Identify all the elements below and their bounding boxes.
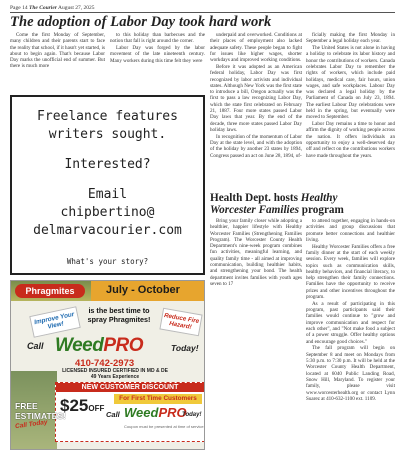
amount-value: $25 xyxy=(60,396,89,415)
reduce-fire-badge: Reduce Fire Hazard! xyxy=(159,308,202,337)
article-column-4 xyxy=(306,32,395,192)
ad-banner xyxy=(11,281,205,301)
first-time-banner: For First Time Customers xyxy=(114,394,202,404)
license-line: LICENSED INSURED CERTIFIED IN MD & DE xyxy=(62,368,168,374)
ad-line: Freelance features xyxy=(37,109,178,124)
health-article-headline xyxy=(210,193,395,216)
ad-line: Interested? xyxy=(64,157,151,172)
paper-name: The Courier xyxy=(28,5,57,11)
issue-date: August 27, 2025 xyxy=(58,5,95,11)
weedpro-logo-small xyxy=(124,405,187,420)
discount-coupon xyxy=(55,382,205,442)
ad-months: July - October xyxy=(106,284,180,296)
headline-part: Health Dept. hosts xyxy=(210,192,298,204)
coupon-fine-print: Coupon must be presented at time of service xyxy=(124,424,204,429)
logo-part: Weed xyxy=(124,405,159,420)
paragraph: Labor Day remains a time to honor and affirm the dignity of working people across the nation. It offers individuals an opportunity to enjoy a well-deserved day off and reflect on the contributions workers have made throughout the years. xyxy=(306,121,395,159)
coupon-header: NEW CUSTOMER DISCOUNT xyxy=(56,383,204,392)
headline-part: program xyxy=(301,203,344,216)
paragraph: to this holiday than barbecues and the notion that fall is right around the corner. xyxy=(110,32,205,45)
page-number: Page 14 xyxy=(10,5,28,11)
phragmites-ad xyxy=(10,280,205,450)
headline-part: Healthy xyxy=(300,192,338,204)
today-text: Today! xyxy=(182,412,202,418)
freelance-writers-ad xyxy=(10,95,205,275)
article-headline: The adoption of Labor Day took hard work xyxy=(10,14,272,30)
page-header xyxy=(10,5,395,11)
ad-line: Email xyxy=(87,187,128,202)
improve-view-badge: Improve Your View! xyxy=(29,306,81,337)
coupon-amount xyxy=(60,396,104,416)
weedpro-logo xyxy=(55,335,143,357)
paragraph: Bring your family closer while adopting a healthier, happier lifestyle with Healthy Worcester Families (Strengthening Families Program). The Worcester County Health Department's nine-week program combines fun activities, meaningful learning, and quality family time - all aimed at improving communication, building healthier habits, and strengthening your bond. The health department invites families with youth ages seven to 17 xyxy=(210,218,302,287)
header-rule xyxy=(10,12,395,13)
today-text: Today! xyxy=(171,343,199,353)
free-estimates: FREE ESTIMATES! xyxy=(15,401,66,421)
health-column-2 xyxy=(306,218,395,450)
paragraph: As a result of participating in this program, past participants said their families would continue to "grow and improve communication and respect for each other", and "Not make food a subject of a power struggle. Offer healthy options and encourage good choices." xyxy=(306,300,395,345)
logo-part: PRO xyxy=(158,405,187,420)
ad-line: writers sought. xyxy=(48,127,167,142)
ad-brand: Phragmites xyxy=(15,284,85,298)
amount-off: OFF xyxy=(88,404,105,413)
headline-part: Worcester Families xyxy=(210,203,299,216)
phone-number[interactable]: 410-742-2973 xyxy=(75,358,135,369)
paragraph: The fall program will begin on September 8 and meet on Mondays from 5:30 p.m. to 7:30 p.m. It will be held at the Worcester County Health Department, located at 6040 Public Landing Road, Snow Hill, Maryland. To register your family, please visit www.worcesterhealth.org or contact Lynn Suarez at 410-632-1100 ext. 1109. xyxy=(306,345,395,402)
article-column-3 xyxy=(210,32,302,192)
logo-part: Weed xyxy=(55,335,104,356)
experience-line: 49 Years Experience xyxy=(90,373,140,380)
paragraph: to attend together, engaging in hands-on activities and group discussions that promote better connections and healthier living. xyxy=(306,218,395,243)
license-text xyxy=(45,369,185,381)
paragraph: Before it was adopted as an American federal holiday, Labor Day was first recognized by labor activists and individual states. Although New York was the first state to introduce a bill, Oregon actually was the first to pass a law recognizing Labor Day, which the state first celebrated on February 21, 1887. Four more states passed Labor Day laws that year. By the end of the decade, three more states passed Labor Day holiday laws. xyxy=(210,63,302,133)
paragraph: underpaid and overworked. Conditions at their places of employment also lacked adequate safety. These people began to fight for issues like higher wages, shorter workdays and improved working conditions. xyxy=(210,32,302,64)
logo-part: PRO xyxy=(103,335,144,356)
call-today: Call Today xyxy=(14,418,48,431)
health-column-1 xyxy=(210,218,302,298)
paragraph: Come the first Monday of September, many children and their parents start to face the reality that school, if it hasn't yet started, is about to begin again. That's because Labor Day marks the unofficial end of summer. But there is much more xyxy=(10,32,105,70)
email-domain[interactable]: delmarvacourier.com xyxy=(33,223,182,238)
ad-tagline: is the best time to spray Phragmites! xyxy=(87,306,151,324)
paragraph: The United States is not alone in having a holiday to celebrate its labor history and honor the contributions of workers. Canada celebrates Labor Day to remember the rights of workers, which include paid holidays, medical care, fair hours, union wages, and safe workplaces. Labour Day was declared a legal holiday by the Parliament of Canada on July 23, 1894. The earliest Labour Day celebrations were held in the spring, but eventually were moved to September. xyxy=(306,45,395,121)
article-column-1 xyxy=(10,32,105,92)
call-text: Call xyxy=(106,410,120,419)
article-column-2 xyxy=(110,32,205,92)
paragraph: ficially making the first Monday in September a legal holiday each year. xyxy=(306,32,395,45)
call-text: Call xyxy=(27,341,44,351)
paragraph: Labor Day was forged by the labor movement of the late nineteenth century. Many workers during this time felt they were xyxy=(110,45,205,64)
email-link[interactable]: chipbertino@ xyxy=(60,205,155,220)
paragraph: Healthy Worcester Families offers a free family dinner at the start of each weekly session. Every week, families will explore topics such as communication skills, healthy behaviors, and financial literacy, to help strengthen their family connections. Families have the opportunity to receive prizes and other incentives throughout the program. xyxy=(306,243,395,301)
ad-tagline: What's your story? xyxy=(66,257,149,266)
paragraph: In recognition of the momentum of Labor Day at the state level, and with the adoption of the holiday by another 23 states by 1894, Congress passed an act on June 28, 1894, of- xyxy=(210,133,302,159)
